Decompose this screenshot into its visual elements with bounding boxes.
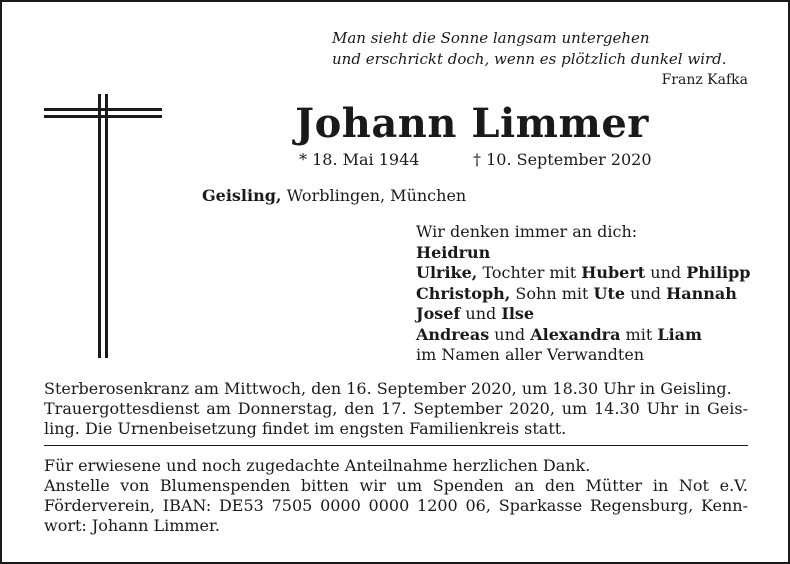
places-line [202,186,466,206]
mourner-name: Hubert [581,263,646,282]
rosary-notice: Sterberosenkranz am Mittwoch, den 16. September 2020, um 18.30 Uhr in Geisling. [44,379,732,398]
mourner-name: Heidrun [416,242,491,262]
mourner-conjunction: und [645,263,687,282]
place-others: Worblingen, München [281,186,467,205]
latin-cross-icon [44,94,162,358]
mourner-relation: Sohn mit [510,283,594,303]
mourners-closing: im Namen aller Verwandten [416,345,645,364]
mourner-name: Alexandra [530,324,621,344]
mourner-name: Philipp [686,263,751,282]
mourner-line [416,243,750,264]
mourner-name: Josef [416,304,461,323]
mourner-name: Ulrike, [416,263,478,282]
mourner-name: Andreas [416,324,490,344]
section-divider [44,445,748,446]
quote-author: Franz Kafka [661,72,748,88]
donation-text-line: wort: Johann Limmer. [44,516,220,535]
mourner-conjunction: und [625,283,667,303]
mourner-conjunction: und [489,324,531,344]
mourner-name: Ute [593,283,626,303]
mourner-line [416,304,750,325]
mourner-name: Hannah [666,283,737,303]
mourner-name: Ilse [501,304,535,323]
birth-date: * 18. Mai 1944 [299,150,420,169]
quote-line-1: Man sieht die Sonne langsam untergehen [332,29,650,47]
funeral-mass-notice: Trauergottesdienst am Donnerstag, den 17. September 2020, um 14.30 Uhr in Geis- [44,399,748,418]
mourner-conjunction: mit [620,324,658,344]
donation-text-line: Anstelle von Blumenspenden bitten wir um Spenden an den Mütter in Not e.V. [44,476,748,495]
mourner-name: Liam [657,324,702,344]
mourner-name: Christoph, [416,283,511,303]
thanks-text: Für erwiesene und noch zugedachte Anteilnahme herzlichen Dank. [44,456,591,475]
mourner-conjunction: und [460,304,502,323]
quote-line-2: und erschrickt doch, wenn es plötzlich dunkel wird. [332,50,727,68]
deceased-name: Johann Limmer [295,100,649,147]
donation-text-line: Förderverein, IBAN: DE53 7505 0000 0000 1200 06, Sparkasse Regensburg, Kenn- [44,496,748,515]
place-primary: Geisling, [202,186,282,205]
kafka-quote [332,28,748,70]
mourner-line [416,263,750,284]
mourners-intro: Wir denken immer an dich: [416,222,638,241]
mourner-line [416,325,750,346]
death-date: † 10. September 2020 [473,150,652,169]
urn-burial-notice: ling. Die Urnenbeisetzung findet im engsten Familienkreis statt. [44,419,567,438]
mourner-relation: Tochter mit [477,263,582,282]
mourners-list [416,222,750,366]
mourner-line [416,284,750,305]
